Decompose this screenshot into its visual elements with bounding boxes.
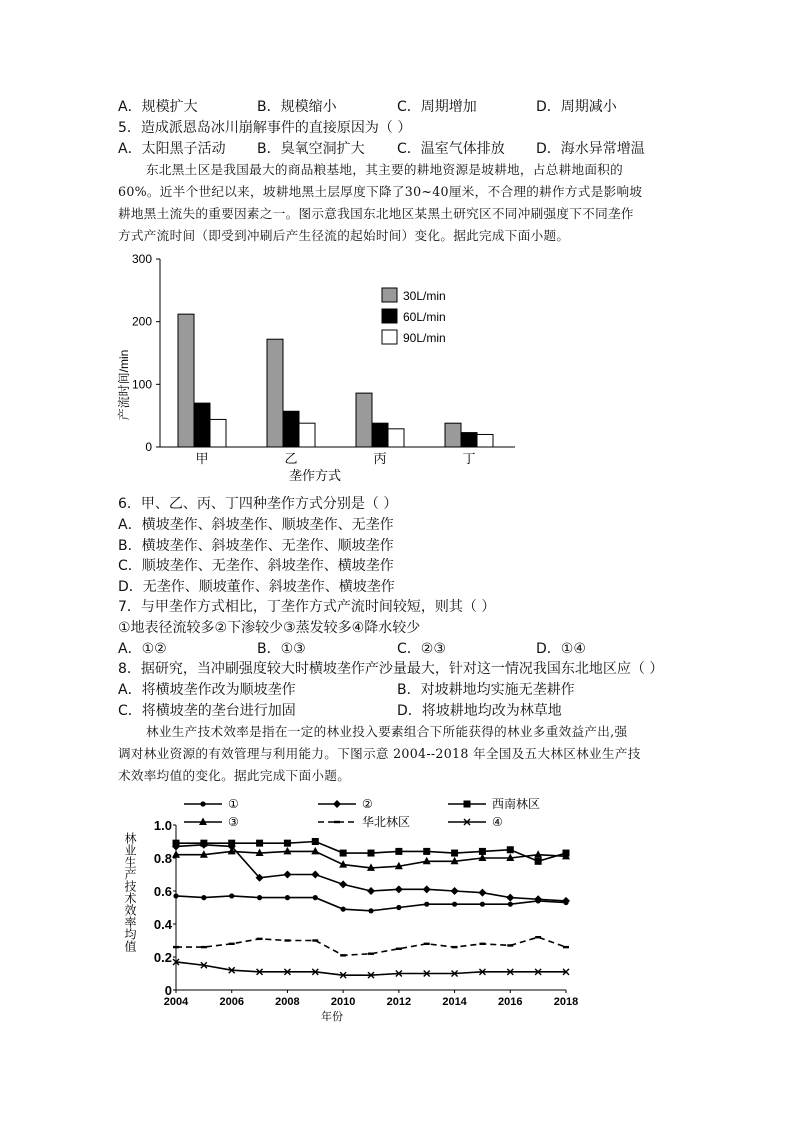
q4-option-a: A．规模扩大 (118, 99, 198, 115)
line-point-0-4 (285, 895, 290, 900)
bar-甲-60L/min (194, 403, 210, 447)
q7-option-b: B．①③ (257, 641, 306, 657)
line-y-tick-label: 0.6 (153, 884, 172, 899)
line-point-0-5 (313, 895, 318, 900)
line-legend-marker (464, 801, 471, 808)
line-point-2-9 (423, 848, 430, 855)
q7-stem: 7．与甲垄作方式相比，丁垄作方式产流时间较短，则其（ ） (118, 599, 496, 615)
q4-option-b: B．规模缩小 (257, 99, 337, 115)
line-point-1-13 (534, 895, 542, 903)
passage2-line-1: 林业生产技术效率是指在一定的林业投入要素组合下所能获得的林业多重效益产出,强 (146, 724, 628, 739)
ridge-runoff-bar-chart (110, 250, 530, 490)
line-x-tick-label: 2006 (219, 996, 244, 1008)
line-point-1-4 (283, 871, 291, 879)
bar-丙-60L/min (372, 423, 388, 447)
line-point-2-5 (312, 838, 319, 845)
line-point-0-7 (368, 908, 373, 913)
line-point-0-2 (229, 893, 234, 898)
q6-option-b: B．横坡垄作、斜坡垄作、无垄作、顺坡垄作 (118, 538, 394, 554)
line-y-axis-label: 林业生产技术效率均值 (123, 832, 137, 952)
bar-category-label: 甲 (195, 452, 209, 467)
passage2-line-3: 术效率均值的变化。据此完成下面小题。 (118, 768, 351, 783)
bar-category-label: 乙 (284, 452, 298, 467)
bar-legend-swatch (382, 288, 397, 302)
bar-y-tick-label: 200 (131, 314, 152, 329)
bar-丙-90L/min (388, 429, 404, 447)
line-point-2-7 (368, 850, 375, 857)
line-point-1-11 (478, 889, 486, 897)
line-point-0-9 (424, 902, 429, 907)
line-legend-marker (200, 801, 205, 806)
bar-y-axis-label: 产流时间/min (117, 349, 131, 421)
line-point-3-13 (534, 850, 542, 858)
line-y-tick-label: 0 (164, 983, 172, 998)
bar-y-tick-label: 300 (131, 252, 152, 266)
bar-legend-label: 30L/min (403, 289, 446, 303)
line-point-0-8 (396, 905, 401, 910)
line-point-0-0 (173, 893, 178, 898)
line-point-1-5 (311, 871, 319, 879)
q5-stem: 5．造成派恩岛冰川崩解事件的直接原因为（ ） (118, 120, 412, 136)
line-x-tick-label: 2008 (275, 996, 300, 1008)
bar-y-tick-label: 100 (131, 377, 152, 392)
q7-option-a: A．①② (118, 641, 167, 657)
bar-x-axis-label: 垄作方式 (288, 469, 342, 484)
bar-legend-swatch (382, 330, 397, 344)
q6-stem: 6．甲、乙、丙、丁四种垄作方式分别是（ ） (118, 496, 398, 512)
line-legend-marker (333, 800, 341, 808)
q5-option-c: C．温室气体排放 (397, 141, 505, 157)
line-point-2-0 (173, 840, 180, 847)
line-y-tick-label: 0.4 (153, 917, 172, 932)
q7-items: ①地表径流较多②下渗较少③蒸发较多④降水较少 (118, 620, 421, 636)
q5-option-b: B．臭氧空洞扩大 (257, 141, 365, 157)
line-point-1-9 (423, 885, 431, 893)
bar-乙-60L/min (283, 411, 299, 447)
line-legend-label: ④ (492, 815, 503, 829)
line-x-tick-label: 2004 (163, 996, 189, 1008)
line-point-2-8 (395, 848, 402, 855)
passage1-line-2: 60%。近半个世纪以来，坡耕地黑土层厚度下降了30~40厘米，不合理的耕作方式是影响坡 (118, 184, 643, 199)
q8-stem: 8．据研究，当冲刷强度较大时横坡垄作产沙量最大，针对这一情况我国东北地区应（ ） (118, 661, 664, 677)
q4-option-d: D．周期减小 (536, 99, 617, 115)
bar-y-tick-label: 0 (145, 440, 152, 454)
line-point-1-10 (451, 887, 459, 895)
line-y-tick-label: 0.2 (153, 950, 172, 965)
line-point-2-1 (200, 840, 207, 847)
passage1-line-3: 耕地黑土流失的重要因素之一。图示意我国东北地区某黑土研究区不同冲刷强度下不同垄作 (118, 206, 634, 221)
line-point-2-10 (451, 850, 458, 857)
line-legend-label: ③ (228, 815, 239, 829)
bar-乙-90L/min (299, 423, 315, 447)
passage1-line-1: 东北黑土区是我国最大的商品粮基地，其主要的耕地资源是坡耕地，占总耕地面积的 (146, 162, 624, 177)
q8-option-c: C．将横坡垄的垄台进行加固 (118, 703, 296, 719)
bar-category-label: 丁 (462, 452, 476, 467)
q8-option-a: A．将横坡垄作改为顺坡垄作 (118, 682, 296, 698)
forestry-efficiency-line-chart (110, 790, 590, 1025)
line-y-tick-label: 1.0 (153, 818, 172, 833)
bar-legend-label: 60L/min (403, 310, 446, 324)
line-point-2-3 (256, 840, 263, 847)
line-legend-label: ② (362, 797, 373, 811)
line-point-0-1 (201, 895, 206, 900)
line-x-axis-label: 年份 (321, 1010, 343, 1023)
line-point-2-6 (340, 850, 347, 857)
q7-option-c: C．②③ (397, 641, 446, 657)
q6-option-a: A．横坡垄作、斜坡垄作、顺坡垄作、无垄作 (118, 517, 394, 533)
q4-option-c: C．周期增加 (397, 99, 477, 115)
q8-option-d: D．将坡耕地均改为林草地 (397, 703, 562, 719)
bar-legend-label: 90L/min (403, 331, 446, 345)
line-point-0-12 (508, 902, 513, 907)
line-point-2-4 (284, 840, 291, 847)
bar-甲-90L/min (210, 419, 226, 447)
q6-option-c: C．顺坡垄作、无垄作、斜坡垄作、横坡垄作 (118, 558, 394, 574)
line-y-tick-label: 0.8 (153, 851, 172, 866)
bar-丙-30L/min (356, 393, 372, 447)
line-point-1-12 (506, 894, 514, 902)
passage2-line-2: 调对林业资源的有效管理与利用能力。下图示意 2004--2018 年全国及五大林区林业生产技 (118, 746, 641, 761)
line-point-1-8 (395, 885, 403, 893)
line-x-tick-label: 2016 (498, 996, 523, 1008)
line-point-0-3 (257, 895, 262, 900)
passage1-line-4: 方式产流时间（即受到冲刷后产生径流的起始时间）变化。据此完成下面小题。 (118, 228, 570, 243)
line-legend-label: 西南林区 (492, 797, 541, 811)
line-point-0-10 (452, 902, 457, 907)
line-x-tick-label: 2018 (553, 996, 579, 1008)
bar-category-label: 丙 (373, 452, 387, 467)
line-point-1-6 (339, 880, 347, 888)
bar-丁-30L/min (445, 423, 461, 447)
line-x-tick-label: 2012 (386, 996, 412, 1008)
q6-option-d: D．无垄作、顺坡董作、斜坡垄作、横坡垄作 (118, 579, 395, 595)
line-x-tick-label: 2010 (330, 996, 356, 1008)
line-point-2-12 (507, 846, 514, 853)
q5-option-a: A．太阳黑子活动 (118, 141, 226, 157)
line-point-0-11 (480, 902, 485, 907)
bar-丁-60L/min (461, 433, 477, 447)
line-point-2-13 (535, 858, 542, 865)
line-x-tick-label: 2014 (442, 996, 467, 1008)
bar-丁-90L/min (477, 434, 493, 447)
q8-option-b: B．对坡耕地均实施无垄耕作 (397, 682, 575, 698)
line-point-1-7 (367, 887, 375, 895)
q7-option-d: D．①④ (536, 641, 586, 657)
line-legend-label: 华北林区 (362, 815, 411, 829)
bar-legend-swatch (382, 309, 397, 323)
line-point-0-6 (341, 907, 346, 912)
line-point-2-2 (228, 840, 235, 847)
q5-option-d: D．海水异常增温 (536, 141, 645, 157)
line-legend-label: ① (228, 797, 239, 811)
bar-乙-30L/min (267, 339, 283, 447)
line-point-1-14 (562, 897, 570, 905)
bar-甲-30L/min (178, 314, 194, 447)
